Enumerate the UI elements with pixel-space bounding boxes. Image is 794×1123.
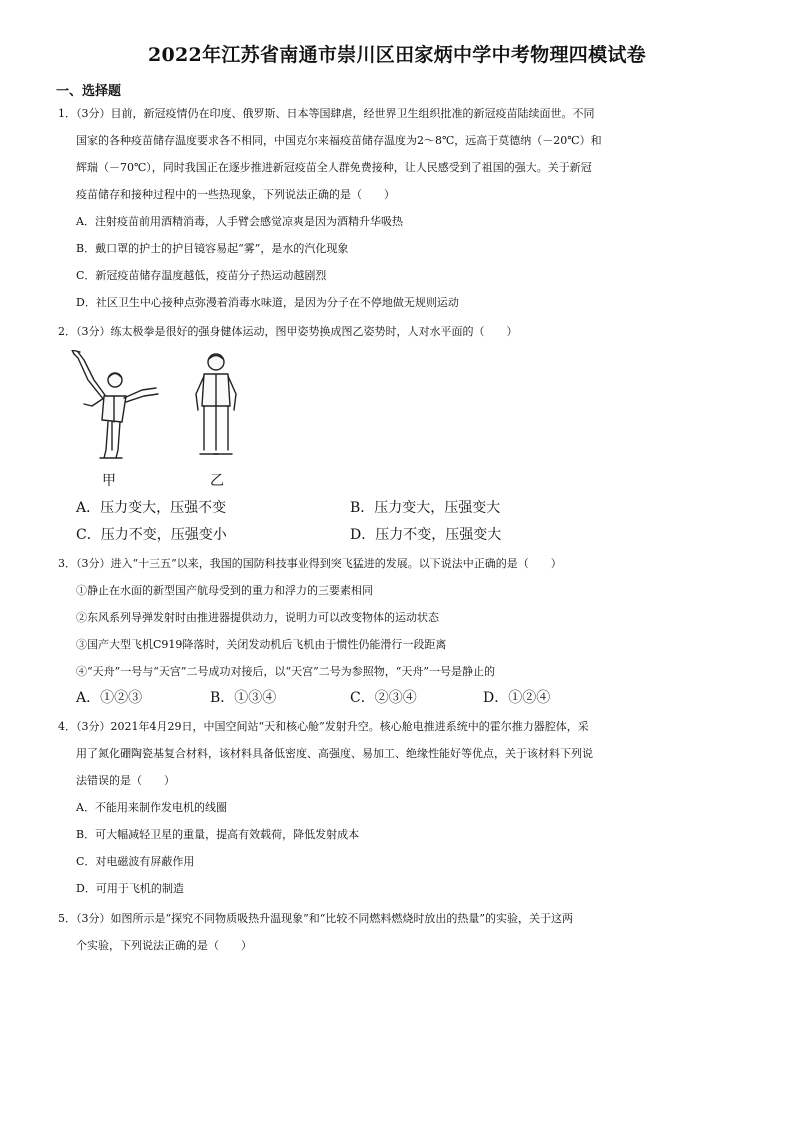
q2-option-a: A．压力变大，压强不变 [76, 500, 227, 516]
q3-stem: 3．（3分）进入“十三五”以来，我国的国防科技事业得到突飞猛进的发展。以下说法中正确的是（ ） [58, 557, 562, 570]
q2-option-c: C．压力不变，压强变小 [76, 527, 227, 543]
figure-caption-yi: 乙 [210, 473, 224, 489]
q1-stem-line: 辉瑞（－70℃），同时我国正在逐步推进新冠疫苗全人群免费接种，让人民感受到了祖国的强大。关于新冠 [76, 161, 592, 174]
question-3 [58, 550, 748, 685]
section-heading: 一、选择题 [56, 84, 122, 99]
q4-option-a: A．不能用来制作发电机的线圈 [76, 801, 227, 814]
q4-stem-line: 法错误的是（ ） [76, 774, 175, 787]
q3-option-a: A．①②③ [76, 690, 143, 706]
taichi-figure-jia [68, 350, 164, 462]
q3-option-c: C．②③④ [350, 690, 417, 706]
q4-option-c: C．对电磁波有屏蔽作用 [76, 855, 195, 868]
q2-option-b: B．压力变大，压强变大 [350, 500, 501, 516]
q3-statement: ③国产大型飞机C919降落时，关闭发动机后飞机由于惯性仍能滑行一段距离 [76, 638, 447, 651]
q1-stem-line: 国家的各种疫苗储存温度要求各不相同，中国克尔来福疫苗储存温度为2～8℃，远高于莫德纳（－20℃）和 [76, 134, 602, 147]
q4-stem-line: 4．（3分）2021年4月29日，中国空间站“天和核心舱”发射升空。核心舱电推进系统中的霍尔推力器腔体，采 [58, 720, 589, 733]
q4-stem-line: 用了氮化硼陶瓷基复合材料，该材料具备低密度、高强度、易加工、绝缘性能好等优点，关于该材料下列说 [76, 747, 593, 760]
taichi-figure-yi [188, 350, 244, 462]
question-1 [58, 100, 748, 316]
q1-option-a: A．注射疫苗前用酒精消毒，人手臂会感觉凉爽是因为酒精升华吸热 [76, 215, 403, 228]
q1-stem-line: 1．（3分）目前，新冠疫情仍在印度、俄罗斯、日本等国肆虐，经世界卫生组织批准的新冠疫苗陆续面世。不同 [58, 107, 595, 120]
q1-stem-line: 疫苗储存和接种过程中的一些热现象，下列说法正确的是（ ） [76, 188, 395, 201]
question-5 [58, 905, 748, 959]
q3-statement: ②东风系列导弹发射时由推进器提供动力，说明力可以改变物体的运动状态 [76, 611, 439, 624]
q3-statement: ①静止在水面的新型国产航母受到的重力和浮力的三要素相同 [76, 584, 373, 597]
q3-option-b: B．①③④ [210, 690, 277, 706]
q1-option-c: C．新冠疫苗储存温度越低，疫苗分子热运动越剧烈 [76, 269, 327, 282]
q4-option-b: B．可大幅减轻卫星的重量，提高有效载荷，降低发射成本 [76, 828, 360, 841]
q1-option-d: D．社区卫生中心接种点弥漫着消毒水味道，是因为分子在不停地做无规则运动 [76, 296, 459, 309]
q2-stem: 2．（3分）练太极拳是很好的强身健体运动，图甲姿势换成图乙姿势时，人对水平面的（ ） [58, 325, 518, 338]
q3-statement: ④“天舟”一号与“天宫”二号成功对接后，以“天宫”二号为参照物，“天舟”一号是静止的 [76, 665, 495, 678]
q3-option-d: D．①②④ [483, 690, 551, 706]
q5-stem-line: 个实验，下列说法正确的是（ ） [76, 939, 252, 952]
q5-stem-line: 5．（3分）如图所示是“探究不同物质吸热升温现象”和“比较不同燃料燃烧时放出的热量”的实验，关于这两 [58, 912, 573, 925]
q2-option-d: D．压力不变，压强变大 [350, 527, 502, 543]
page-title: 2022年江苏省南通市崇川区田家炳中学中考物理四模试卷 [148, 44, 646, 66]
q4-option-d: D．可用于飞机的制造 [76, 882, 184, 895]
question-4 [58, 713, 748, 902]
question-2 [58, 318, 748, 345]
figure-caption-jia: 甲 [102, 473, 116, 489]
q1-option-b: B．戴口罩的护士的护目镜容易起“雾”，是水的汽化现象 [76, 242, 349, 255]
